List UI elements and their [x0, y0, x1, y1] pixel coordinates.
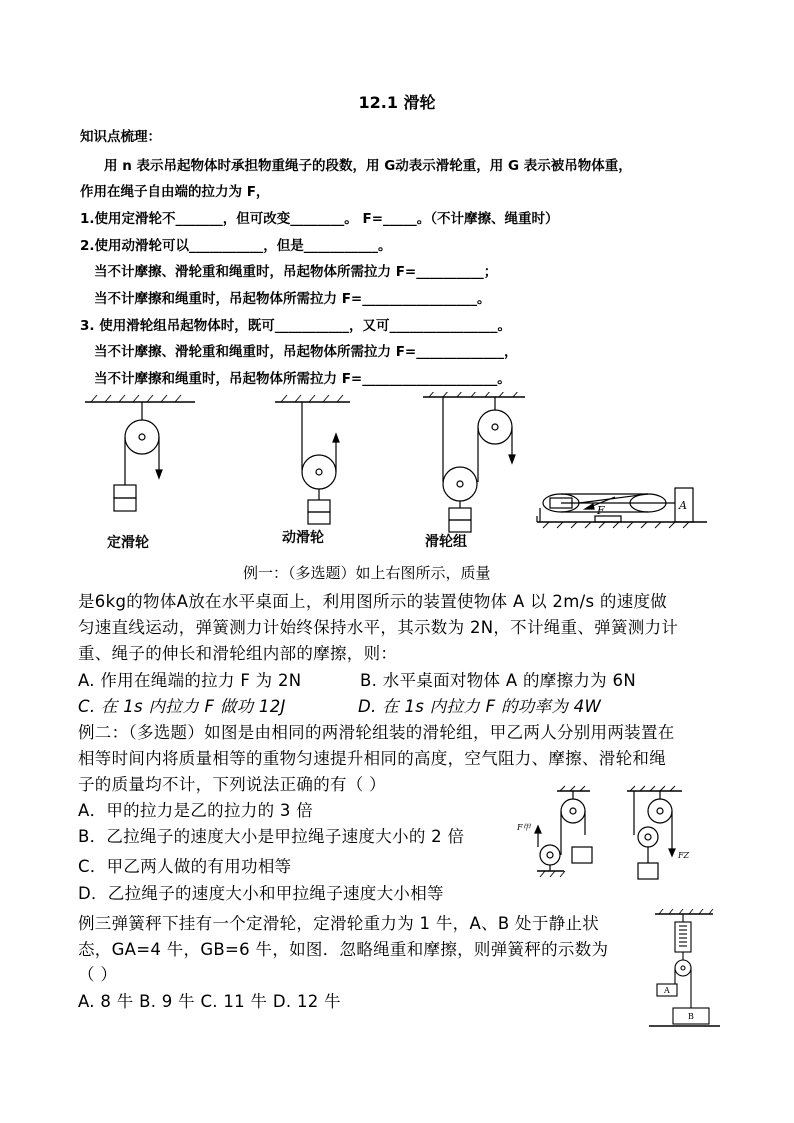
ex3-options: A. 8 牛 B. 9 牛 C. 11 牛 D. 12 牛 [78, 992, 341, 1011]
knowledge-line-1: 1.使用定滑轮不_______，但可改变________。 F=_____。（不计摩擦、绳重时） [80, 211, 559, 227]
knowledge-line-5: 3. 使用滑轮组吊起物体时，既可___________，又可________________。 [80, 318, 511, 334]
object-a-label: A [679, 499, 687, 512]
ex1-line-2: 是6kg的物体A放在水平桌面上，利用图所示的装置使物体 A 以 2m/s 的速度做 [78, 592, 668, 611]
ex1-line-4: 重、绳子的伸长和滑轮组内部的摩擦，则： [78, 644, 398, 663]
ex2-option-d: D．乙拉绳子的速度大小和甲拉绳子速度大小相等 [78, 884, 444, 903]
knowledge-intro-1: 用 n 表示吊起物体时承担物重绳子的段数，用 G动表示滑轮重，用 G 表示被吊物体重， [104, 158, 632, 174]
ex2-line-2: 相等时间内将质量相等的重物匀速提升相同的高度，空气阻力、摩擦、滑轮和绳 [78, 749, 666, 768]
fixed-pulley-label: 定滑轮 [107, 535, 149, 551]
knowledge-line-6: 当不计摩擦、滑轮重和绳重时，吊起物体所需拉力 F=_____________， [94, 344, 518, 360]
ex3-line-1: 例三弹簧秤下挂有一个定滑轮，定滑轮重力为 1 牛，A、B 处于静止状 [78, 914, 600, 933]
f-yi-label: FZ [678, 851, 690, 860]
knowledge-line-3: 当不计摩擦、滑轮重和绳重时，吊起物体所需拉力 F=__________； [94, 264, 498, 280]
ex1-line-3: 匀速直线运动，弹簧测力计始终保持水平，其示数为 2N，不计绳重、弹簧测力计 [78, 618, 679, 637]
ex1-line-1: 例一：（多选题）如上右图所示，质量 [243, 564, 491, 582]
knowledge-line-2: 2.使用动滑轮可以___________，但是___________。 [80, 238, 392, 254]
box-b-label: B [688, 1012, 694, 1021]
ex1-option-c: C. 在 1s 内拉力 F 做功 12J [78, 697, 286, 716]
box-a-label: A [664, 986, 670, 995]
movable-pulley-label: 动滑轮 [282, 530, 324, 546]
knowledge-heading: 知识点梳理： [80, 129, 161, 145]
ex1-option-a: A. 作用在绳端的拉力 F 为 2N [78, 671, 302, 690]
ex2-line-1: 例二：（多选题）如图是由相同的两滑轮组装的滑轮组，甲乙两人分别用两装置在 [78, 723, 675, 742]
ex3-line-2: 态，GA=4 牛，GB=6 牛，如图．忽略绳重和摩擦，则弹簧秤的示数为 [78, 940, 609, 959]
knowledge-line-7: 当不计摩擦和绳重时，吊起物体所需拉力 F=____________________。 [94, 371, 511, 387]
ex3-figure [645, 908, 725, 1033]
force-f-label: F [597, 504, 605, 517]
pulley-figures [85, 392, 725, 557]
ex3-line-3: （ ） [78, 965, 118, 984]
ex2-option-a: A．甲的拉力是乙的拉力的 3 倍 [78, 801, 314, 820]
ex1-option-b: B. 水平桌面对物体 A 的摩擦力为 6N [360, 671, 636, 690]
ex2-option-c: C．甲乙两人做的有用功相等 [78, 857, 292, 876]
f-jia-label: F甲 [517, 823, 531, 832]
ex1-option-d: D. 在 1s 内拉力 F 的功率为 4W [358, 697, 602, 716]
ex2-option-b: B．乙拉绳子的速度大小是甲拉绳子速度大小的 2 倍 [78, 827, 465, 846]
pulley-block-label: 滑轮组 [425, 534, 467, 550]
ex2-figures [512, 785, 702, 885]
page-title: 12.1 滑轮 [358, 93, 436, 112]
knowledge-line-4: 当不计摩擦和绳重时，吊起物体所需拉力 F=_________________。 [94, 291, 491, 307]
ex2-line-3: 子的质量均不计，下列说法正确的有（ ） [78, 775, 386, 794]
knowledge-intro-2: 作用在绳子自由端的拉力为 F， [80, 184, 270, 200]
